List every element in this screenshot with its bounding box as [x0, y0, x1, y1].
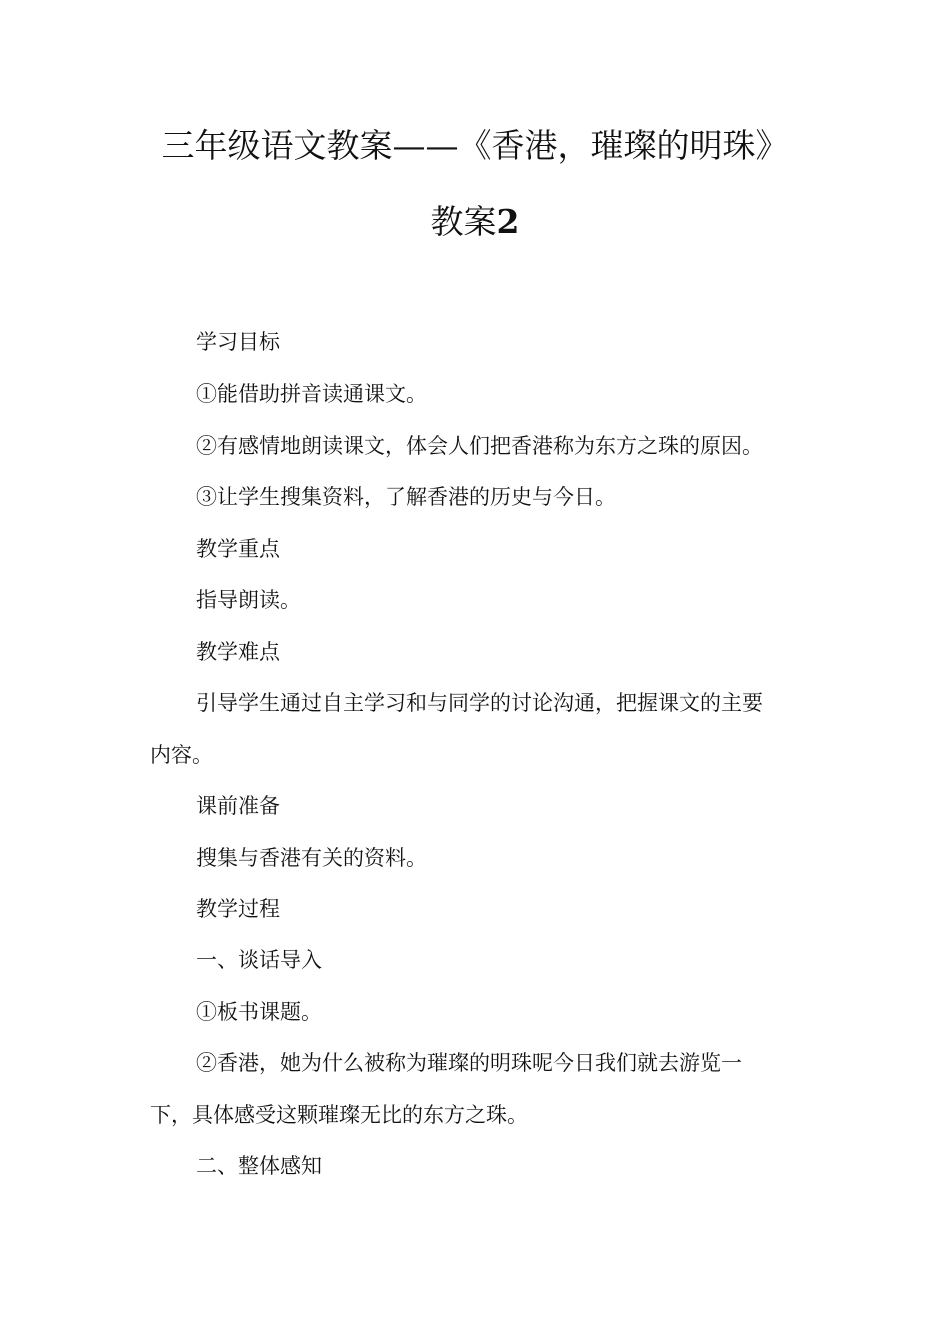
document-title-line-1: 三年级语文教案——《香港，璀璨的明珠》 — [161, 126, 789, 165]
document-title-line-2 — [0, 202, 950, 242]
section-one-heading: 一、谈话导入 — [196, 948, 322, 972]
heading-learning-goals: 学习目标 — [196, 330, 280, 354]
preparation-text: 搜集与香港有关的资料。 — [196, 846, 427, 870]
document-title-text: 教案 — [430, 202, 497, 241]
section-one-item-1: ①板书课题。 — [196, 1000, 322, 1024]
difficulty-text-line-1: 引导学生通过自主学习和与同学的讨论沟通，把握课文的主要 — [196, 691, 763, 715]
heading-difficulties: 教学难点 — [196, 640, 280, 664]
key-point-text: 指导朗读。 — [196, 588, 301, 612]
goal-item-2: ②有感情地朗读课文，体会人们把香港称为东方之珠的原因。 — [196, 434, 763, 458]
heading-key-points: 教学重点 — [196, 537, 280, 561]
section-one-item-2-line-2: 下，具体感受这颗璀璨无比的东方之珠。 — [150, 1103, 528, 1127]
heading-preparation: 课前准备 — [196, 794, 280, 818]
section-two-heading: 二、整体感知 — [196, 1154, 322, 1178]
heading-teaching-process: 教学过程 — [196, 897, 280, 921]
goal-item-1: ①能借助拼音读通课文。 — [196, 382, 427, 406]
goal-item-3: ③让学生搜集资料，了解香港的历史与今日。 — [196, 485, 616, 509]
document-title-number: 2 — [496, 202, 520, 241]
section-one-item-2-line-1: ②香港，她为什么被称为璀璨的明珠呢今日我们就去游览一 — [196, 1051, 742, 1075]
difficulty-text-line-2: 内容。 — [150, 743, 213, 767]
